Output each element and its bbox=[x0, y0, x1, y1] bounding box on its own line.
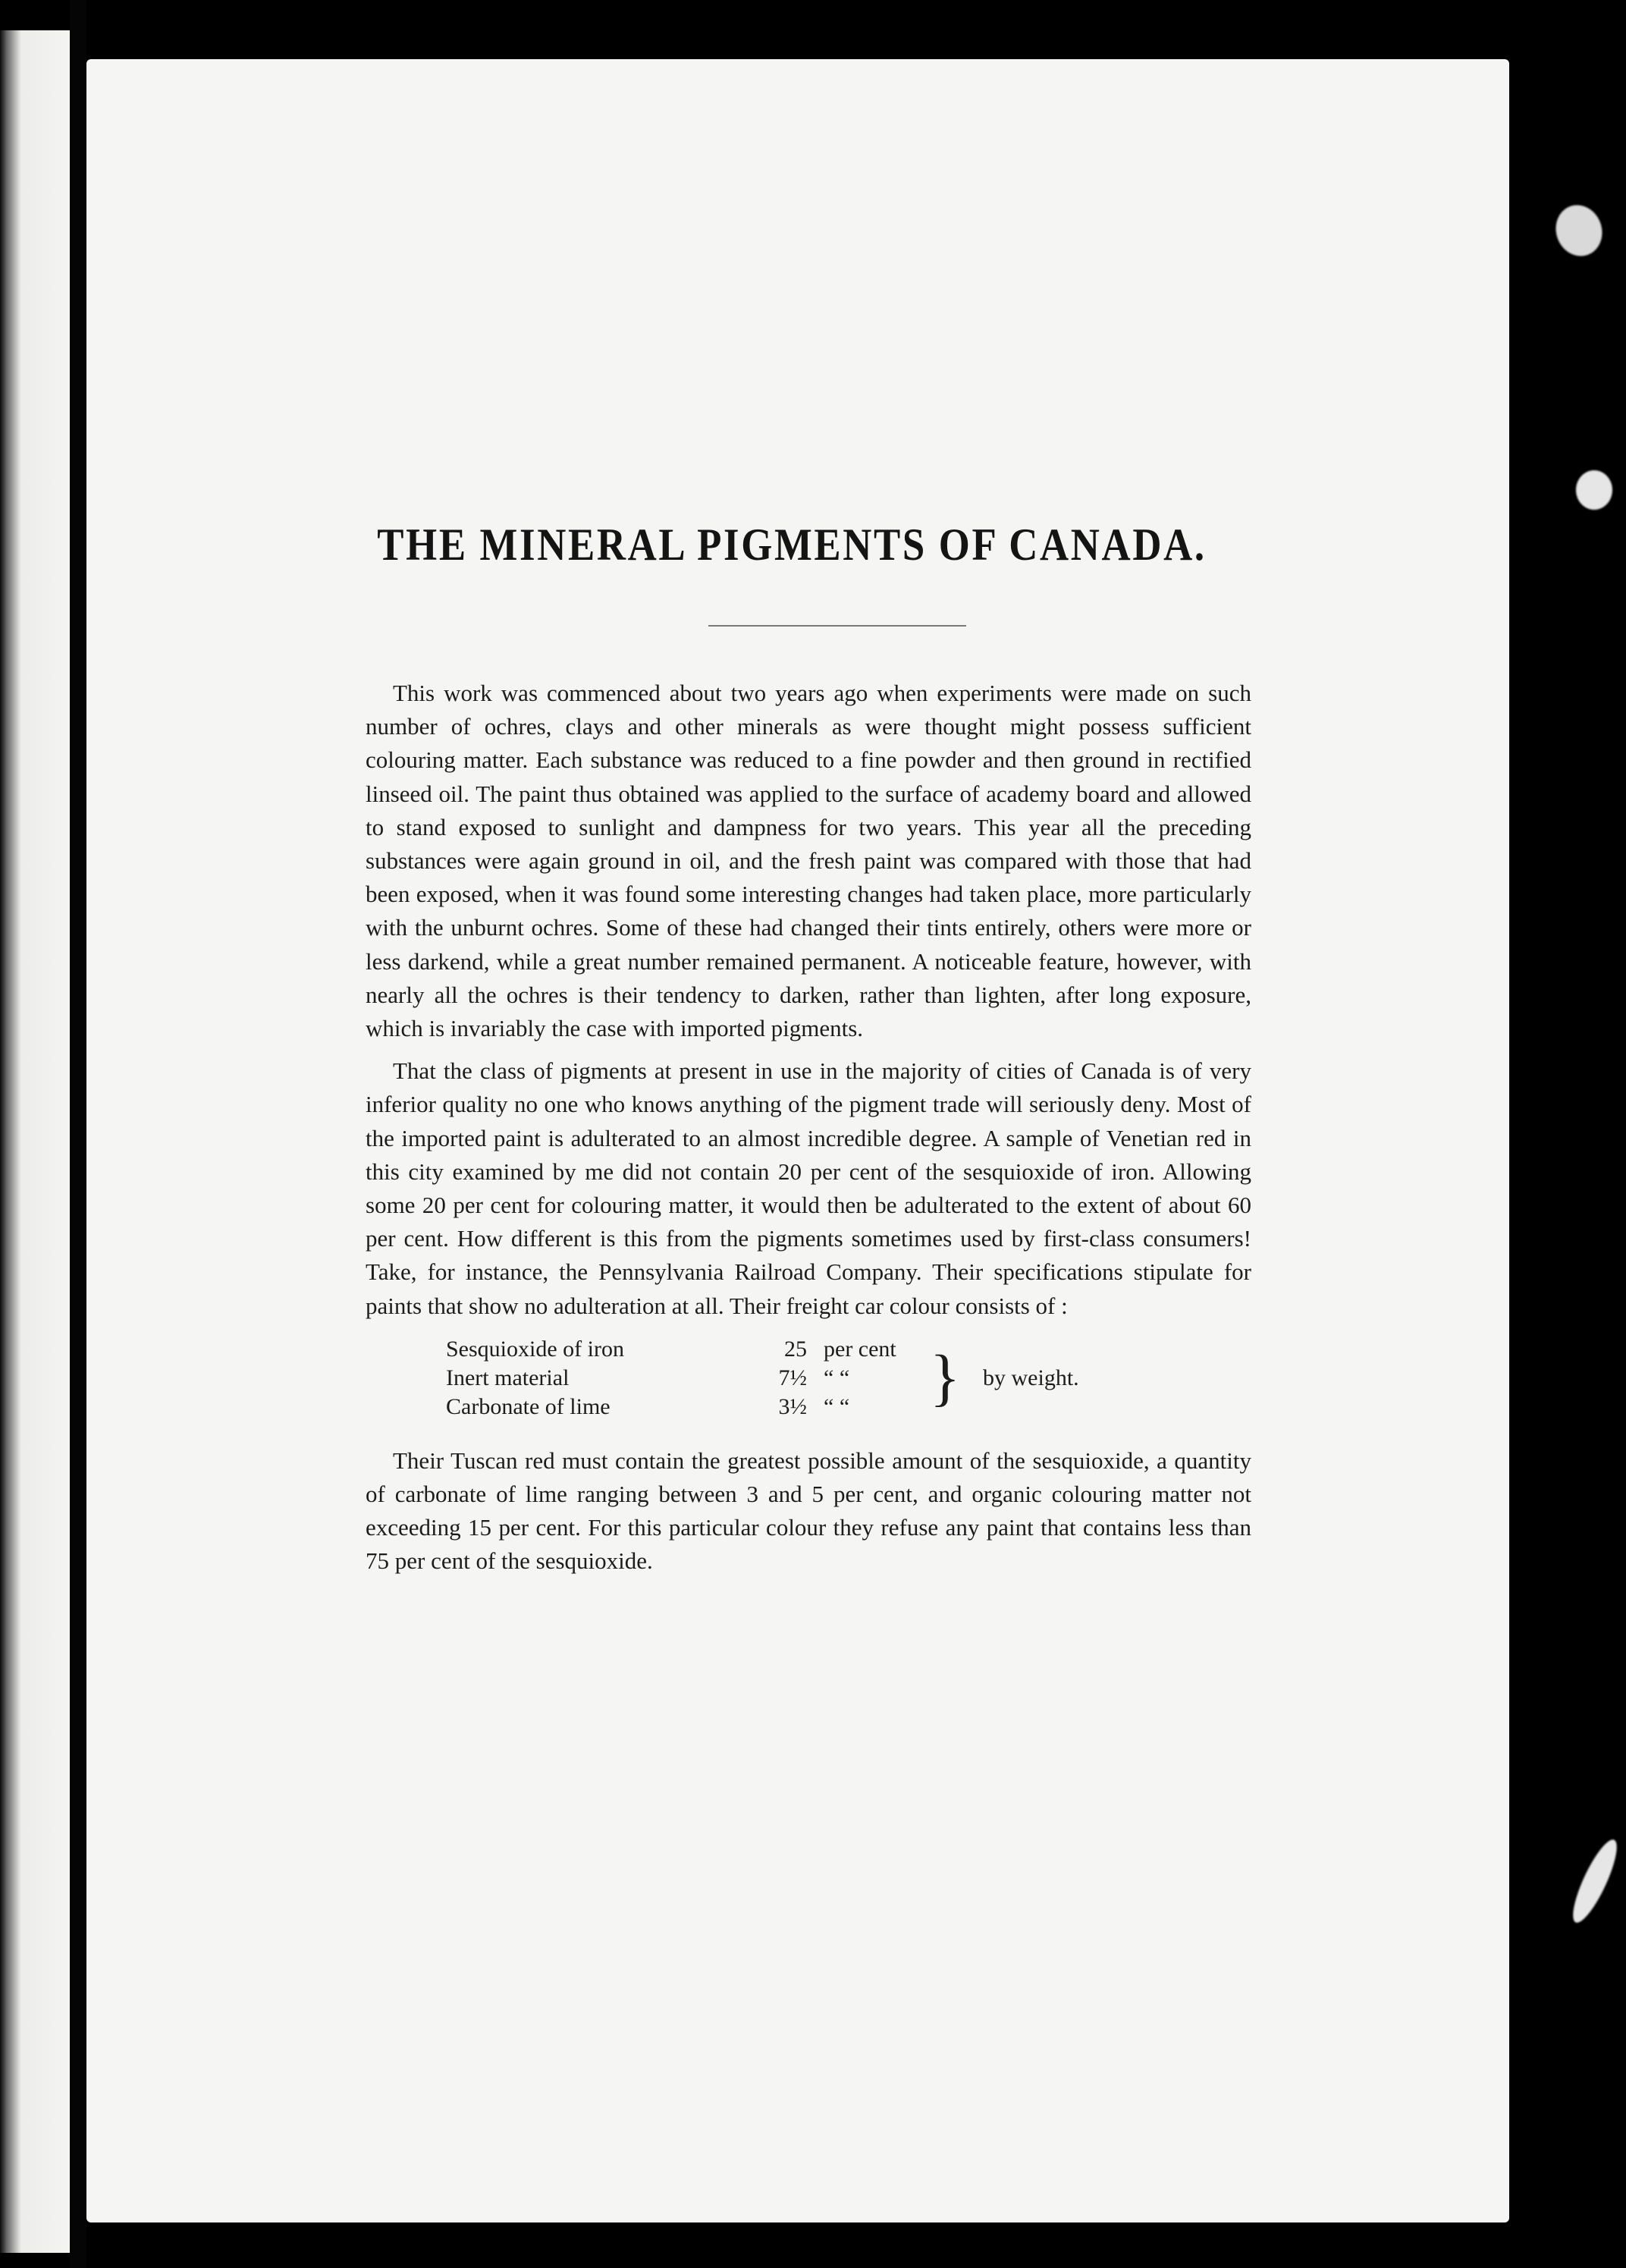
component-unit: “ “ bbox=[824, 1393, 850, 1419]
grouping-brace: } bbox=[929, 1342, 961, 1413]
component-name: Sesquioxide of iron bbox=[446, 1336, 624, 1362]
page-title: THE MINERAL PIGMENTS OF CANADA. bbox=[377, 520, 1207, 570]
scan-artifact bbox=[1576, 470, 1612, 510]
component-unit: “ “ bbox=[824, 1365, 850, 1390]
component-name: Inert material bbox=[446, 1365, 570, 1390]
facing-page-edge bbox=[0, 30, 70, 2253]
component-name: Carbonate of lime bbox=[446, 1393, 611, 1419]
paragraph: Their Tuscan red must contain the greatest possible amount of the sesquioxide, a quantity of carbonate of lime ranging between 3 and 5 per cent, and organic colouring matter not exceeding 15 per cent. For this particular colour they refuse any paint that contains less than 75 per cent of the sesquioxide. bbox=[366, 1447, 1251, 1575]
scan-artifact bbox=[1549, 199, 1609, 262]
book-gutter bbox=[70, 0, 86, 2268]
composition-row bbox=[366, 1335, 1079, 1364]
paragraph: That the class of pigments at present in use in the majority of cities of Canada is of very inferior quality no one who knows anything of the pigment trade will seriously deny. Most of the imported paint is adulterated to an almost incredible degree. A sample of Venetian red in this city examined by me did not contain 20 per cent of the sesquioxide of iron. Allowing some 20 per cent for colouring matter, it would then be adulterated to the extent of about 60 per cent. How different is this from the pigments sometimes used by first-class consumers! Take, for instance, the Pennsylvania Railroad Company. Their specifications stipulate for paints that show no adulteration at all. Their freight car colour consists of : bbox=[366, 1057, 1251, 1319]
article-body bbox=[366, 677, 1251, 1578]
weight-note: by weight. bbox=[983, 1365, 1079, 1390]
freight-car-colour-table bbox=[366, 1335, 1079, 1421]
paragraph: This work was commenced about two years ago when experiments were made on such number of ochres, clays and other minerals as were thought might possess sufficient colouring matter. Each substance was reduced to a fine powder and then ground in rectified linseed oil. The paint thus obtained was applied to the surface of academy board and allowed to stand exposed to sunlight and dampness for two years. This year all the preceding substances were again ground in oil, and the fresh paint was compared with those that had been exposed, when it was found some interesting changes had taken place, more particularly with the unburnt ochres. Some of these had changed their tints entirely, others were more or less darkend, while a great number remained permanent. A noticeable feature, however, with nearly all the ochres is their tendency to darken, rather than lighten, after long exposure, which is invariably the case with imported pigments. bbox=[366, 680, 1251, 1042]
book-page bbox=[86, 59, 1509, 2222]
component-unit: per cent bbox=[824, 1336, 896, 1362]
component-quantity: 3½ bbox=[778, 1393, 807, 1419]
component-quantity: 25 bbox=[784, 1336, 807, 1362]
scan-artifact bbox=[1565, 1835, 1624, 1927]
title-divider bbox=[708, 625, 966, 627]
component-quantity: 7½ bbox=[778, 1365, 807, 1390]
